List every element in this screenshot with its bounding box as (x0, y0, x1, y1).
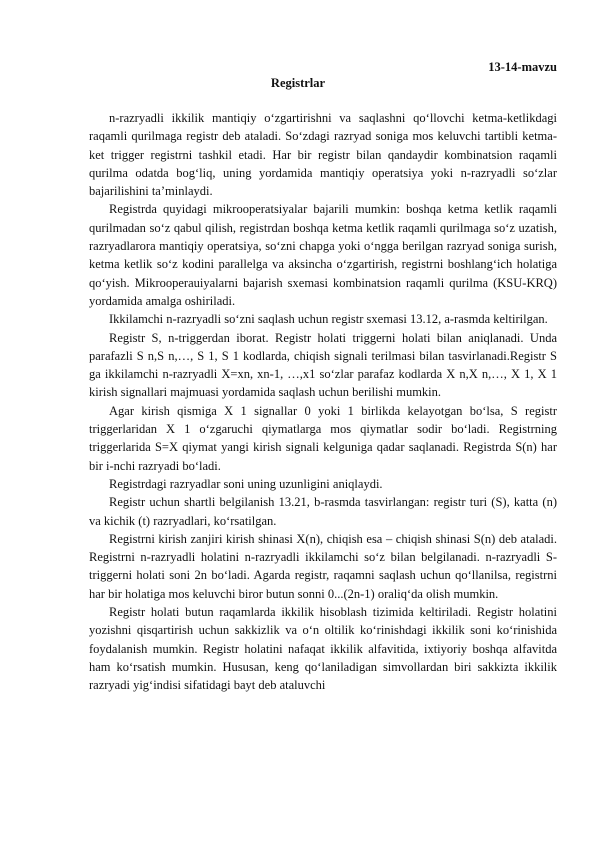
paragraph-4: Registr S, n-triggerdan iborat. Registr holati triggerni holati bilan aniqlanadi. Unda parafazli S n,S n,…, S 1, S 1 kodlarda, chiqish signali terilmasi bilan tasvirlanadi.Registr S ga ikkilamchi n-razryadli X=xn, xn-1, …,x1 so‘zlar parafaz kodlarda X n,X n,…, X 1, X 1 kirish signallari majmuasi yordamida saqlash uchun berilishi mumkin. (89, 330, 557, 400)
page-title: Registrlar (270, 76, 326, 90)
paragraph-7: Registr uchun shartli belgilanish 13.21, b-rasmda tasvirlangan: registr turi (S), katta (n) va kichik (t) razryadlari, ko‘rsatilgan. (89, 495, 557, 528)
paragraph-3: Ikkilamchi n-razryadli so‘zni saqlash uchun registr sxemasi 13.12, a-rasmda keltirilgan. (109, 312, 548, 327)
document-body (89, 109, 557, 695)
paragraph-6: Registrdagi razryadlar soni uning uzunligini aniqlaydi. (109, 476, 383, 491)
paragraph-8: Registrni kirish zanjiri kirish shinasi X(n), chiqish esa – chiqish shinasi S(n) deb ataladi. Registrni n-razryadli holatini n-razryadli ikkilamchi so‘z bilan belgilanadi. n-razryadli S-triggerni holati soni 2n bo‘ladi. Agarda registr, raqamni saqlash uchun qo‘llanilsa, registrni har bir holatiga mos keluvchi biror butun sonni 0...(2n-1) oraliq‘da olish mumkin. (89, 531, 557, 601)
paragraph-9: Registr holati butun raqamlarda ikkilik hisoblash tizimida keltiriladi. Registr holatini yozishni qisqartirish uchun sakkizlik va o‘n oltilik ko‘rinishdagi ikkilik soni ko‘rinishida foydalanish mumkin. Registr holatini nafaqat ikkilik alfavitida, ixtiyoriy boshqa alfavitda ham ko‘rsatish mumkin. Hususan, keng qo‘laniladigan simvollardan biri sakkizta ikkilik razryadi yig‘indisi sifatidagi bayt deb ataluvchi (89, 605, 557, 693)
topic-number: 13-14-mavzu (488, 60, 557, 74)
paragraph-2: Registrda quyidagi mikrooperatsiyalar bajarili mumkin: boshqa ketma ketlik raqamli qurilmadan so‘z qabul qilish, registrdan boshqa ketma ketlik raqamli qurilmaga so‘z uzatish, razryadlarora mantiqiy operatsiya, so‘zni chapga yoki o‘ngga berilgan razryad soniga surish, ketma ketlik so‘z kodini parallelga va aksincha o‘zgartirish, registrni boshlang‘ich holatiga qo‘yish. Mikrooperauiyalarni bajarish sxemasi kombinatsion raqamli qurilma (KSU-KRQ) yordamida amalga oshiriladi. (89, 202, 557, 308)
paragraph-1: n-razryadli ikkilik mantiqiy o‘zgartirishni va saqlashni qo‘llovchi ketma-ketlikdagi raqamli qurilmaga registr deb ataladi. So‘zdagi razryad soniga mos keluvchi tartibli ketma-ket trigger registrni tashkil etadi. Har bir registr bilan qandaydir kombinatsion raqamli qurilma odatda bog‘liq, uning yordamida mantiqiy operatsiya yoki n-razryadli so‘zlar bajarilishini ta’minlaydi. (89, 111, 557, 199)
paragraph-5: Agar kirish qismiga X 1 signallar 0 yoki 1 birlikda kelayotgan bo‘lsa, S registr triggerlaridan X 1 o‘zgaruchi qiymatlarga mos qiymatlar sodir bo‘ladi. Registrning triggerlarida S=X qiymat yangi kirish signali kelguniga qadar saqlanadi. Registrda S(n) har bir i-nchi razryadi bo‘ladi. (89, 403, 557, 473)
